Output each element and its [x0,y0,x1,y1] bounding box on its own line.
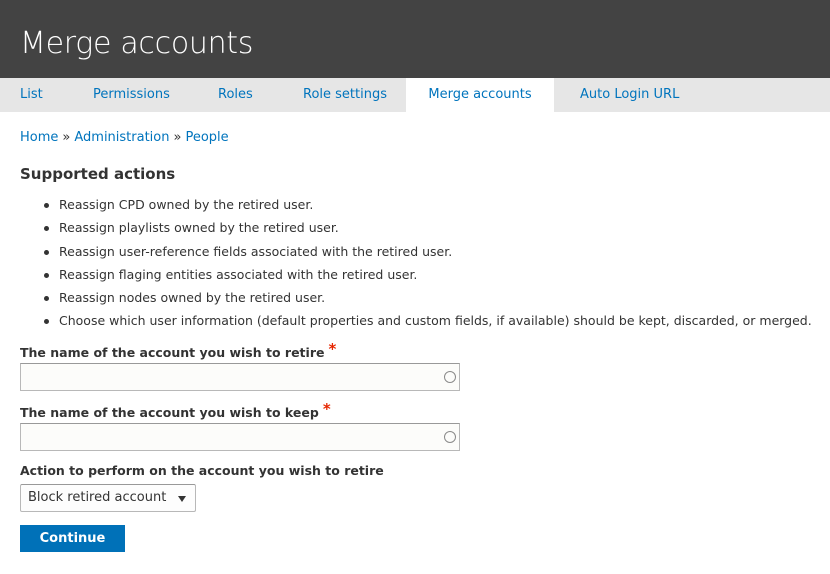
bullet-icon [44,273,49,278]
continue-button[interactable]: Continue [20,525,125,552]
keep-account-label: The name of the account you wish to keep * [20,400,331,420]
tab-auto-login-url[interactable]: Auto Login URL [580,87,680,102]
bullet-icon [44,203,49,208]
caret-down-icon [178,496,186,502]
tab-role-settings[interactable]: Role settings [303,87,387,102]
required-marker: * [328,340,337,358]
breadcrumb [20,130,229,145]
required-marker: * [322,400,331,418]
retire-action-selected-value: Block retired account [28,490,167,505]
autocomplete-throbber-icon [444,431,456,443]
tab-merge-accounts[interactable]: Merge accounts [406,78,554,112]
bullet-icon [44,319,49,324]
autocomplete-throbber-icon [444,371,456,383]
breadcrumb-separator: » [62,130,71,145]
tab-bar [0,78,830,112]
page-title: Merge accounts [20,26,254,61]
breadcrumb-separator: » [173,130,182,145]
tab-list[interactable]: List [20,87,43,102]
list-item: Reassign CPD owned by the retired user. [20,196,820,219]
page-header [0,0,830,78]
list-item: Reassign playlists owned by the retired user. [20,219,820,242]
supported-actions-list [20,196,820,336]
bullet-icon [44,226,49,231]
list-item: Reassign nodes owned by the retired user. [20,289,820,312]
list-item: Reassign user-reference fields associated with the retired user. [20,243,820,266]
retire-action-select[interactable] [20,484,196,512]
breadcrumb-home[interactable]: Home [20,130,59,145]
retire-account-label: The name of the account you wish to retire * [20,340,337,360]
supported-actions-heading: Supported actions [20,165,176,183]
retire-account-input[interactable] [20,363,460,391]
tab-permissions[interactable]: Permissions [93,87,170,102]
bullet-icon [44,296,49,301]
bullet-icon [44,250,49,255]
breadcrumb-people[interactable]: People [185,130,229,145]
breadcrumb-administration[interactable]: Administration [74,130,170,145]
retire-action-label: Action to perform on the account you wish to retire [20,463,384,478]
keep-account-input[interactable] [20,423,460,451]
list-item: Choose which user information (default properties and custom fields, if available) should be kept, discarded, or merged. [20,312,820,335]
list-item: Reassign flaging entities associated with the retired user. [20,266,820,289]
tab-roles[interactable]: Roles [218,87,253,102]
